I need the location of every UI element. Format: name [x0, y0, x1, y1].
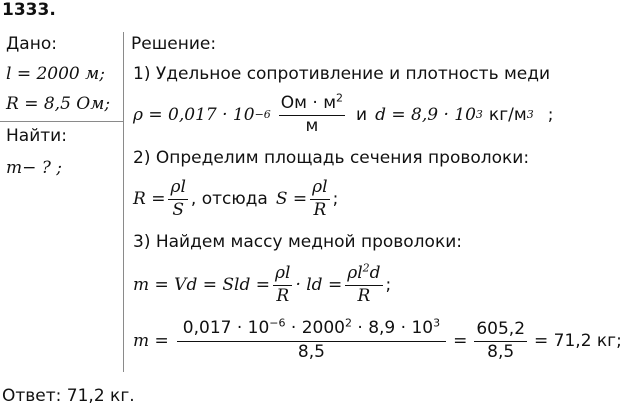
- solution-step-3: 3) Найдем массу медной проволоки:: [133, 232, 462, 252]
- formula-cross-section: R = $\frac{\rho l}{S}$ , отсюда S = $\frac{\rho l}{R}$ ;: [133, 176, 339, 220]
- given-divider: [0, 121, 124, 122]
- answer-line: Ответ: 71,2 кг.: [2, 386, 135, 406]
- problem-number: 1333.: [2, 0, 56, 20]
- resistivity-unit-fraction: $\frac{Ом \cdot м^2}{м}$: [280, 91, 344, 136]
- given-header: Дано:: [6, 34, 57, 54]
- formula-resistivity-density: ρ = 0,017 · 10 −6 $\frac{Ом \cdot м^2}{м}$ и d = 8,9 · 10 3 кг/м 3 ;: [133, 91, 554, 136]
- find-mass: m− ? ;: [6, 158, 63, 178]
- solution-step-1: 1) Удельное сопротивление и плотность меди: [133, 64, 551, 84]
- find-header: Найти:: [6, 126, 67, 146]
- solution-step-2: 2) Определим площадь сечения проволоки:: [133, 148, 530, 168]
- formula-mass-general: m = Vd = Sld = $\frac{\rho l}{R}$ · ld = $\frac{\rho l^2d}{R}$ ;: [133, 261, 392, 306]
- solution-header: Решение:: [131, 34, 217, 54]
- formula-mass-numeric: m = $\frac{0,017 \cdot 10^{-6} \cdot 2000^2 \cdot 8,9 \cdot 10^3}{8,5}$ = $\frac{605,2}{8,5}$ = 71,2 кг;: [133, 316, 622, 362]
- given-resistance: R = 8,5 Ом;: [6, 94, 111, 114]
- column-divider: [123, 32, 124, 372]
- given-length: l = 2000 м;: [6, 64, 105, 84]
